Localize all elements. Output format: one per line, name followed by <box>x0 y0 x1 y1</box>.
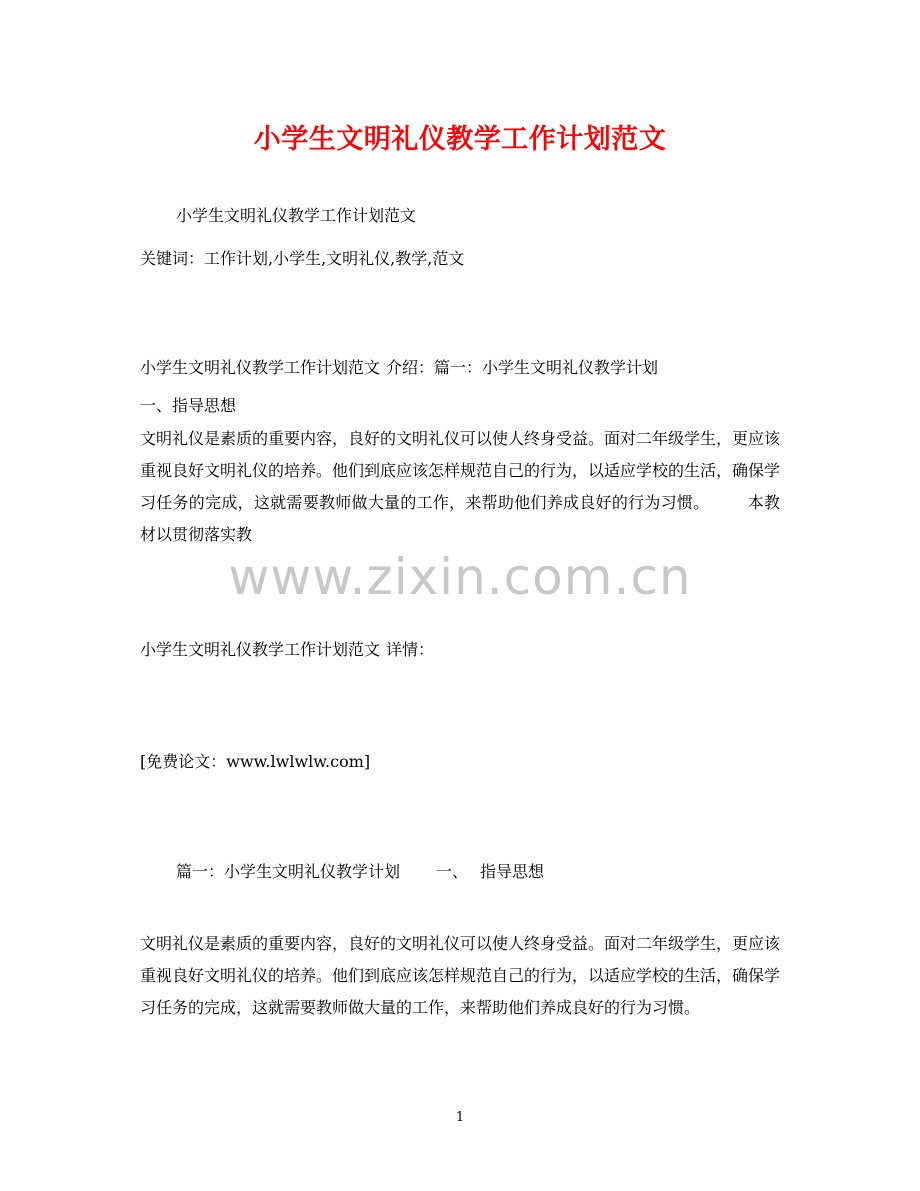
intro-suffix: 介绍：篇一：小学生文明礼仪教学计划 <box>386 358 659 377</box>
watermark: www.zixin.com.cn <box>228 548 692 606</box>
source-note: [免费论文：www.lwlwlw.com] <box>140 752 371 771</box>
chapter-part-b: 一、 <box>436 862 469 881</box>
document-subtitle: 小学生文明礼仪教学工作计划范文 <box>176 206 417 225</box>
document-title: 小学生文明礼仪教学工作计划范文 <box>253 124 667 155</box>
section-heading: 一、指导思想 <box>140 396 237 415</box>
intro-prefix: 小学生文明礼仪教学工作计划范文 <box>140 358 381 377</box>
details-prefix: 小学生文明礼仪教学工作计划范文 <box>140 640 381 659</box>
paragraph-1-text: 文明礼仪是素质的重要内容，良好的文明礼仪可以使人终身受益。面对二年级学生，更应该重视良好文明礼仪的培养。他们到底应该怎样规范自己的行为，以适应学校的生活，确保学习任务的完成，这就需要教师做大量的工作，来帮助他们养成良好的行为习惯。 <box>140 429 781 512</box>
paragraph-1 <box>140 423 780 551</box>
intro-line <box>140 358 658 378</box>
paragraph-1-tail: 本教材以贯彻落实教 <box>140 493 780 544</box>
details-suffix: 详情： <box>386 640 435 659</box>
chapter-part-a: 篇一：小学生文明礼仪教学计划 <box>176 862 401 881</box>
keywords-line: 关键词：工作计划,小学生,文明礼仪,教学,范文 <box>140 249 465 268</box>
chapter-heading <box>176 862 544 882</box>
details-line <box>140 640 434 660</box>
chapter-part-c: 指导思想 <box>480 862 545 881</box>
paragraph-2: 文明礼仪是素质的重要内容，良好的文明礼仪可以使人终身受益。面对二年级学生，更应该重视良好文明礼仪的培养。他们到底应该怎样规范自己的行为，以适应学校的生活，确保学习任务的完成，这就需要教师做大量的工作，来帮助他们养成良好的行为习惯。 <box>140 934 781 1017</box>
page-number: 1 <box>455 1110 465 1125</box>
